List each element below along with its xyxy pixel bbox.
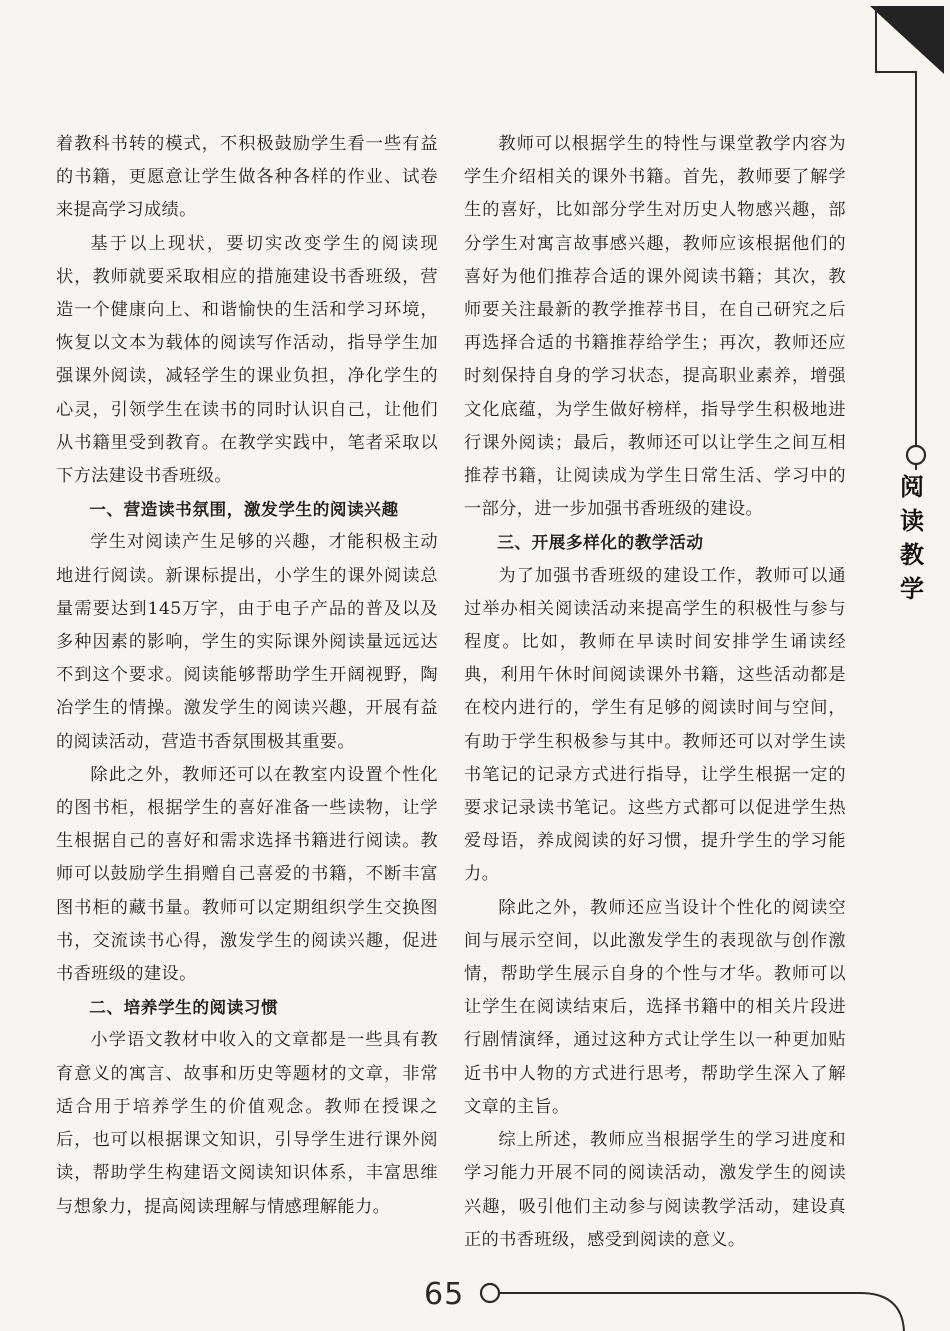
- left-paragraph-4: 除此之外，教师还可以在教室内设置个性化的图书柜，根据学生的喜好准备一些读物，让学生根据自己的喜好和需求选择书籍进行阅读。教师可以鼓励学生捐赠自己喜爱的书籍，不断丰富图书柜的藏书量。教师可以定期组织学生交换图书，交流读书心得，激发学生的阅读兴趣，促进书香班级的建设。: [56, 764, 438, 985]
- section-heading-2: 二、培养学生的阅读习惯: [89, 998, 279, 1018]
- right-column: [464, 128, 846, 1257]
- side-rule-line-top: [876, 6, 916, 446]
- left-paragraph-3: 学生对阅读产生足够的兴趣，才能积极主动地进行阅读。新课标提出，小学生的课外阅读总量需要达到145万字，由于电子产品的普及以及多种因素的影响，学生的实际课外阅读量远远达不到这个要求。阅读能够帮助学生开阔视野，陶冶学生的情操。激发学生的阅读兴趣，开展有益的阅读活动，营造书香氛围极其重要。: [56, 532, 438, 752]
- right-paragraph-3: 除此之外，教师还应当设计个性化的阅读空间与展示空间，以此激发学生的表现欲与创作激情，帮助学生展示自身的个性与才华。教师可以让学生在阅读结束后，选择书籍中的相关片段进行剧情演绎，通过这种方式让学生以一种更加贴近书中人物的方式进行思考，帮助学生深入了解文章的主旨。: [464, 897, 846, 1117]
- right-paragraph-2: 为了加强书香班级的建设工作，教师可以通过举办相关阅读活动来提高学生的积极性与参与程度。比如，教师在早读时间安排学生诵读经典，利用午休时间阅读课外书籍，这些活动都是在校内进行的，学生有足够的阅读时间与空间，有助于学生积极参与其中。教师还可以对学生读书笔记的记录方式进行指导，让学生根据一定的要求记录读书笔记。这些方式都可以促进学生热爱母语，养成阅读的好习惯，提升学生的学习能力。: [464, 565, 846, 885]
- right-paragraph-1: 教师可以根据学生的特性与课堂教学内容为学生介绍相关的课外书籍。首先，教师要了解学生的喜好，比如部分学生对历史人物感兴趣，部分学生对寓言故事感兴趣，教师应该根据他们的喜好为他们推荐合适的课外阅读书籍；其次，教师要关注最新的教学推荐书目，在自己研究之后再选择合适的书籍推荐给学生；再次，教师还应时刻保持自身的学习状态，提高职业素养，增强文化底蕴，为学生做好榜样，指导学生积极地进行课外阅读；最后，教师还可以让学生之间互相推荐书籍，让阅读成为学生日常生活、学习中的一部分，进一步加强书香班级的建设。: [464, 134, 846, 520]
- page-number: 65: [424, 1277, 465, 1312]
- side-rule-circle: [907, 446, 925, 464]
- footer-rule-circle: [481, 1284, 499, 1302]
- right-paragraph-4: 综上所述，教师应当根据学生的学习进度和学习能力开展不同的阅读活动，激发学生的阅读兴趣，吸引他们主动参与阅读教学活动，建设真正的书香班级，感受到阅读的意义。: [464, 1130, 846, 1250]
- left-paragraph-5: 小学语文教材中收入的文章都是一些具有教育意义的寓言、故事和历史等题材的文章，非常适合用于培养学生的价值观念。教师在授课之后，也可以根据课文知识，引导学生进行课外阅读，帮助学生构建语文阅读知识体系，丰富思维与想象力，提高阅读理解与情感理解能力。: [56, 1030, 438, 1217]
- left-paragraph-2: 基于以上现状，要切实改变学生的阅读现状，教师就要采取相应的措施建设书香班级，营造一个健康向上、和谐愉快的生活和学习环境，恢复以文本为载体的阅读写作活动，指导学生加强课外阅读，减轻学生的课业负担，净化学生的心灵，引领学生在读书的同时认识自己，让他们从书籍里受到教育。在教学实践中，笔者采取以下方法建设书香班级。: [56, 233, 438, 487]
- left-paragraph-1: 着教科书转的模式，不积极鼓励学生看一些有益的书籍，更愿意让学生做各种各样的作业、试卷来提高学习成绩。: [56, 134, 438, 221]
- left-column: [56, 128, 438, 1224]
- section-side-label: 阅读教学: [900, 473, 924, 603]
- corner-triangle-mark: [870, 6, 944, 74]
- footer-rule-line: [499, 1293, 904, 1331]
- section-heading-1: 一、营造读书氛围，激发学生的阅读兴趣: [89, 500, 399, 520]
- section-heading-3: 三、开展多样化的教学活动: [497, 533, 704, 553]
